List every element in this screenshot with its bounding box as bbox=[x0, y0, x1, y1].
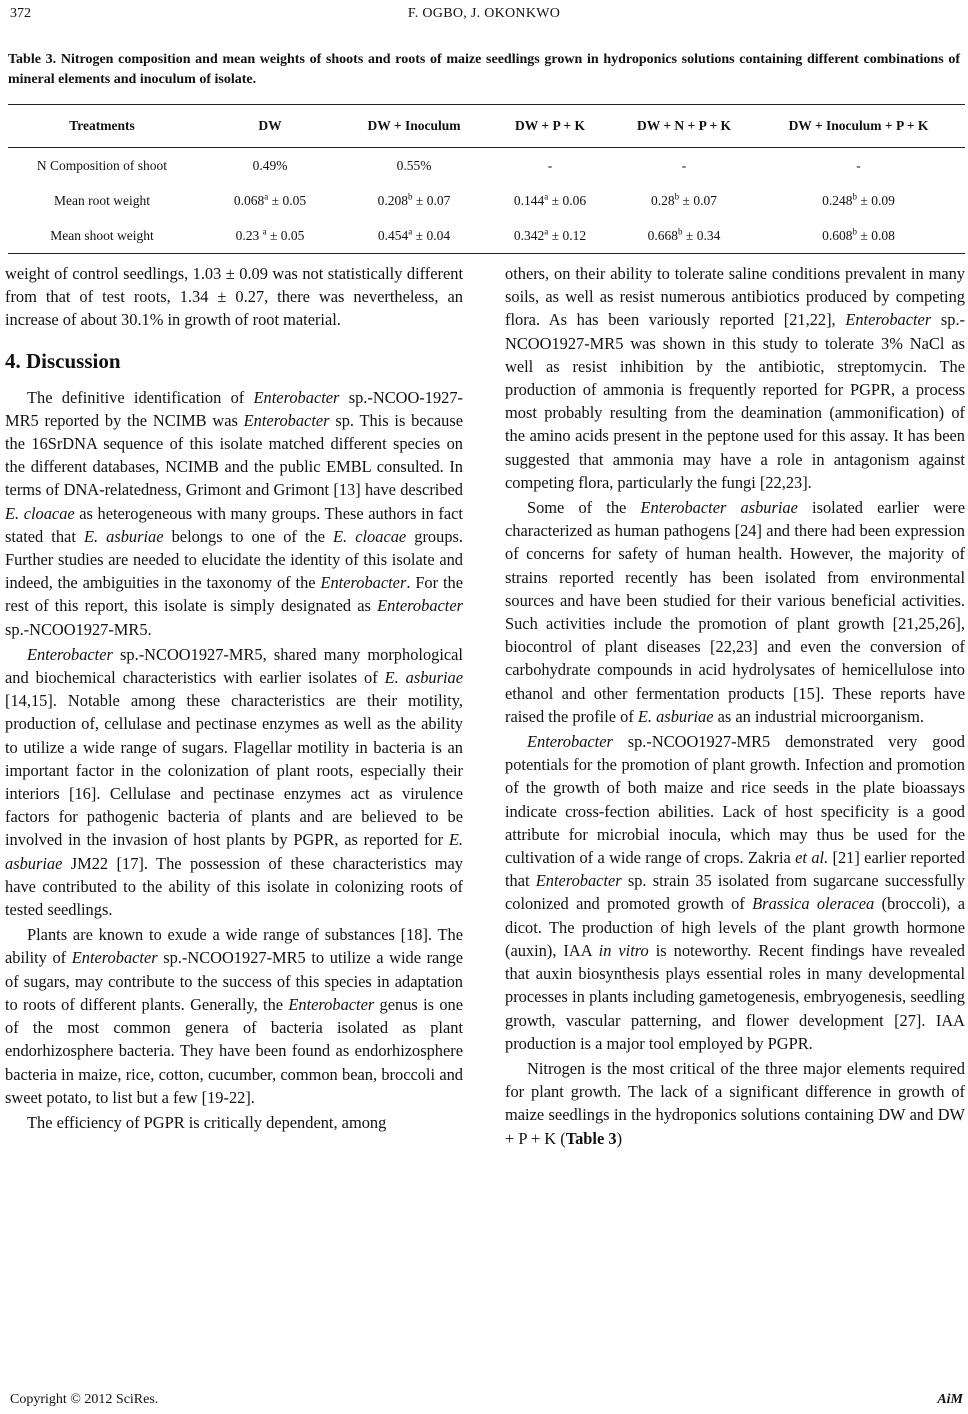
table-cell bbox=[616, 183, 752, 218]
paragraph bbox=[505, 496, 965, 728]
text-run: groups. Further studies are needed to elucidate the identity of this isolate and indeed, the ambiguities in the taxonomy of the bbox=[5, 526, 463, 593]
cell-value: 0.208 bbox=[377, 192, 409, 208]
cell-value: 0.23 bbox=[235, 227, 263, 243]
table-cell bbox=[752, 183, 965, 218]
table-cell bbox=[196, 148, 344, 184]
cell-error: ± 0.07 bbox=[412, 192, 451, 208]
cell-error: ± 0.05 bbox=[268, 192, 307, 208]
text-run: sp.-NCOO1927-MR5 was shown in this study to tolerate 3% NaCl as well as resist inhibition by the antibiotic, streptomycin. The production of ammonia is frequently reported for PGPR, a process most probably resulting from the deamination (ammonification) of the amino acids present in the peptone used for this assay. It has been suggested that ammonia may have a role in antagonism against competing flora, particularly the fungi [22,23]. bbox=[505, 310, 966, 492]
text-run: sp.-NCOO1927-MR5. bbox=[5, 619, 152, 639]
text-run: Nitrogen is the most critical of the three major elements required for plant growth. The lack of a significant difference in growth of maize seedlings in the hydroponics solutions containing DW and DW + P + K ( bbox=[505, 1058, 965, 1148]
cell-error: ± 0.12 bbox=[548, 227, 587, 243]
bold-text: Table 3 bbox=[565, 1128, 617, 1148]
table-header-cell: Treatments bbox=[8, 105, 196, 148]
text-run: isolated earlier were characterized as human pathogens [24] and there had been expression of concerns for safety of human health. However, the majority of strains reported recently has been isolated from environmental sources and have been studied for their various beneficial activities. Such activities include the promotion of plant growth [21,25,26], biocontrol of plant diseases [22,23] and even the conversion of carbohydrate compounds in acid hydrolysates of hemicellulose into ethanol and other fermentation products [15]. These reports have raised the profile of bbox=[505, 498, 966, 726]
table-cell bbox=[752, 148, 965, 184]
text-run: sp. This is because the 16SrDNA sequence of this isolate matched different species on the different databases, NCIMB and the public EMBL consulted. In terms of DNA-relatedness, Grimont and Grimont [13] have described bbox=[5, 410, 463, 500]
table-body bbox=[8, 148, 965, 254]
text-run: . For the rest of this report, this isolate is simply designated as bbox=[5, 573, 464, 616]
cell-value: 0.144 bbox=[513, 192, 545, 208]
cell-error: ± 0.06 bbox=[548, 192, 587, 208]
right-paragraphs bbox=[505, 262, 965, 1150]
text-run: Plants are known to exude a wide range of substances [18]. The ability of bbox=[5, 925, 463, 968]
italic-text: E. cloacae bbox=[5, 503, 75, 523]
table-cell bbox=[616, 148, 752, 184]
italic-text: Enterobacter asburiae bbox=[640, 498, 798, 518]
table-cell bbox=[344, 148, 484, 184]
text-run: JM22 [17]. The possession of these characteristics may have contributed to the ability of this isolate in colonizing roots of tested seedlings. bbox=[5, 853, 463, 920]
italic-text: Enterobacter bbox=[27, 644, 113, 664]
significance-letter: b bbox=[674, 191, 680, 201]
italic-text: in vitro bbox=[598, 940, 649, 960]
text-run: belongs to one of the bbox=[163, 526, 334, 546]
text-run: sp. strain 35 isolated from sugarcane successfully colonized and promoted growth of bbox=[505, 871, 965, 914]
text-run: sp.-NCOO1927-MR5 demonstrated very good potentials for the promotion of plant growth. Infection and promotion of the growth of both maize and rice seeds in the plate bioassays indicate cross-fection abilities. Lack of host specificity is a good attribute for microbial inocula, which may thus be used for the cultivation of a wide range of crops. Zakria bbox=[505, 732, 965, 868]
cell-value: 0.454 bbox=[377, 227, 409, 243]
paragraph: weight of control seedlings, 1.03 ± 0.09 was not statistically different from that of test roots, 1.34 ± 0.27, there was nevertheless, an increase of about 30.1% in growth of root material. bbox=[5, 264, 463, 330]
text-run: others, on their ability to tolerate saline conditions prevalent in many soils, as well as resist numerous antibiotics produced by competing flora. As has been variously reported [21,22], bbox=[505, 264, 965, 330]
cell-value: - bbox=[856, 157, 861, 173]
text-run: is noteworthy. Recent findings have revealed that auxin biosynthesis plays essential roles in many developmental processes in plants including gametogenesis, embryogenesis, seedling growth, vascular patterning, and flower development [27]. IAA production is a major tool employed by PGPR. bbox=[505, 940, 965, 1053]
significance-letter: b bbox=[852, 226, 858, 236]
table-cell bbox=[484, 183, 616, 218]
italic-text: et al. bbox=[795, 848, 829, 868]
copyright: Copyright © 2012 SciRes. bbox=[10, 1392, 159, 1407]
significance-letter: a bbox=[262, 226, 267, 236]
cell-error: ± 0.09 bbox=[857, 192, 895, 208]
text-run: sp.-NCOO-1927- MR5 reported by the NCIMB was bbox=[5, 387, 463, 430]
row-label: Mean root weight bbox=[54, 192, 150, 208]
table-cell bbox=[196, 218, 344, 254]
table-cell bbox=[344, 218, 484, 254]
cell-value: 0.49% bbox=[252, 157, 288, 173]
table-cell bbox=[752, 218, 965, 254]
table-cell bbox=[616, 218, 752, 254]
table-row bbox=[8, 218, 965, 254]
text-run: as heterogeneous with many groups. These authors in fact stated that bbox=[5, 503, 463, 546]
italic-text: Enterobacter bbox=[253, 387, 340, 407]
cell-value: - bbox=[681, 157, 687, 173]
italic-text: E. cloacae bbox=[333, 526, 407, 546]
text-run: The definitive identification of bbox=[27, 387, 254, 407]
italic-text: Brassica oleracea bbox=[752, 894, 875, 914]
significance-letter: a bbox=[544, 226, 549, 236]
table-row bbox=[8, 148, 965, 184]
table-row bbox=[8, 183, 965, 218]
cell-value: 0.668 bbox=[647, 227, 679, 243]
italic-text: Enterobacter bbox=[535, 871, 622, 891]
text-run: (broccoli), a dicot. The production of high levels of the plant growth hormone (auxin), IAA bbox=[505, 894, 966, 960]
text-run: sp.-NCOO1927-MR5, shared many morphological and biochemical characteristics with earlier isolates of bbox=[5, 644, 463, 688]
significance-letter: a bbox=[264, 191, 269, 201]
italic-text: E. asburiae bbox=[83, 526, 164, 546]
cell-value: 0.55% bbox=[396, 157, 432, 173]
right-column bbox=[505, 262, 965, 1150]
table-header-cell: DW bbox=[196, 105, 344, 148]
left-paragraphs bbox=[5, 386, 463, 1135]
text-run: Some of the bbox=[527, 498, 641, 518]
cell-value: - bbox=[547, 157, 553, 173]
text-run: genus is one of the most common genera of bacteria isolated as plant endorhizosphere bacteria. They have been found as endorhizosphere bacteria in maize, rice, cotton, cucumber, common bean, broccoli and sweet potato, to list but a few [19-22]. bbox=[5, 994, 463, 1107]
row-label: Mean shoot weight bbox=[8, 218, 196, 254]
data-table bbox=[8, 104, 965, 254]
cell-error: ± 0.04 bbox=[412, 227, 451, 243]
italic-text: Enterobacter bbox=[377, 596, 463, 616]
text-run: The efficiency of PGPR is critically dependent, among bbox=[27, 1112, 387, 1132]
table-header-cell: DW + Inoculum bbox=[344, 105, 484, 148]
table-cell bbox=[484, 148, 616, 184]
significance-letter: b bbox=[678, 226, 683, 236]
paragraph bbox=[505, 1057, 965, 1150]
table-header-cell: DW + Inoculum + P + K bbox=[752, 105, 965, 148]
cell-value: 0.248 bbox=[822, 192, 853, 208]
italic-text: Enterobacter bbox=[71, 948, 158, 968]
table-cell bbox=[196, 183, 344, 218]
italic-text: Enterobacter bbox=[845, 310, 932, 330]
italic-text: Enterobacter bbox=[288, 994, 375, 1014]
table-cell bbox=[484, 218, 616, 254]
table-header-cell: DW + P + K bbox=[484, 105, 616, 148]
text-run: [14,15]. Notable among these characteristics are their motility, production of, cellulase and pectinase enzymes as well as the ability to utilize a wide range of sugars. Flagellar motility in bacteria is an important factor in the colonization of plant roots, especially their interiors [16]. Cellulase and pectinase enzymes act as virulence factors for pathogenic bacteria of plants and are believed to be involved in the invasion of host plants by PGPR, as reported for bbox=[5, 691, 463, 850]
italic-text: E. asburiae bbox=[5, 830, 463, 873]
paragraph bbox=[5, 643, 463, 921]
italic-text: Enterobacter bbox=[527, 732, 613, 752]
table-caption: Table 3. Nitrogen composition and mean weights of shoots and roots of maize seedlings grown in hydroponics solutions containing different combinations of mineral elements and inoculum of isolate. bbox=[8, 52, 960, 87]
paragraph bbox=[5, 1111, 463, 1134]
section-heading: 4. Discussion bbox=[5, 348, 121, 373]
paragraph bbox=[505, 262, 965, 494]
significance-letter: b bbox=[408, 191, 413, 201]
table-cell bbox=[344, 183, 484, 218]
text-run: ) bbox=[616, 1128, 623, 1148]
cell-value: 0.608 bbox=[822, 227, 853, 243]
italic-text: Enterobacter bbox=[243, 410, 330, 430]
italic-text: E. asburiae bbox=[637, 706, 714, 726]
paragraph bbox=[5, 923, 463, 1109]
text-run: sp.-NCOO1927-MR5 to utilize a wide range of sugars, may contribute to the success of this species in adaptation to roots of different plants. Generally, the bbox=[5, 948, 463, 1014]
significance-letter: b bbox=[852, 191, 858, 201]
paragraph bbox=[5, 386, 463, 641]
row-label: N Composition of shoot bbox=[36, 157, 168, 173]
cell-error: ± 0.08 bbox=[857, 227, 895, 243]
cell-value: 0.342 bbox=[513, 227, 545, 243]
cell-error: ± 0.34 bbox=[682, 227, 721, 243]
significance-letter: a bbox=[408, 226, 413, 236]
journal-abbrev: AiM bbox=[937, 1392, 963, 1407]
cell-error: ± 0.07 bbox=[679, 192, 717, 208]
page-number: 372 bbox=[10, 6, 31, 21]
italic-text: Enterobacter bbox=[320, 573, 407, 593]
cell-value: 0.28 bbox=[651, 192, 675, 208]
significance-letter: a bbox=[544, 191, 549, 201]
table-header-row bbox=[8, 105, 965, 148]
italic-text: E. asburiae bbox=[384, 668, 463, 688]
running-head: F. OGBO, J. OKONKWO bbox=[407, 6, 561, 21]
paragraph bbox=[505, 730, 965, 1055]
text-run: [21] earlier reported that bbox=[505, 848, 965, 891]
left-column bbox=[5, 262, 463, 1134]
cell-value: 0.068 bbox=[233, 192, 265, 208]
table-header-cell: DW + N + P + K bbox=[616, 105, 752, 148]
text-run: as an industrial microorganism. bbox=[713, 706, 924, 726]
cell-error: ± 0.05 bbox=[266, 227, 305, 243]
